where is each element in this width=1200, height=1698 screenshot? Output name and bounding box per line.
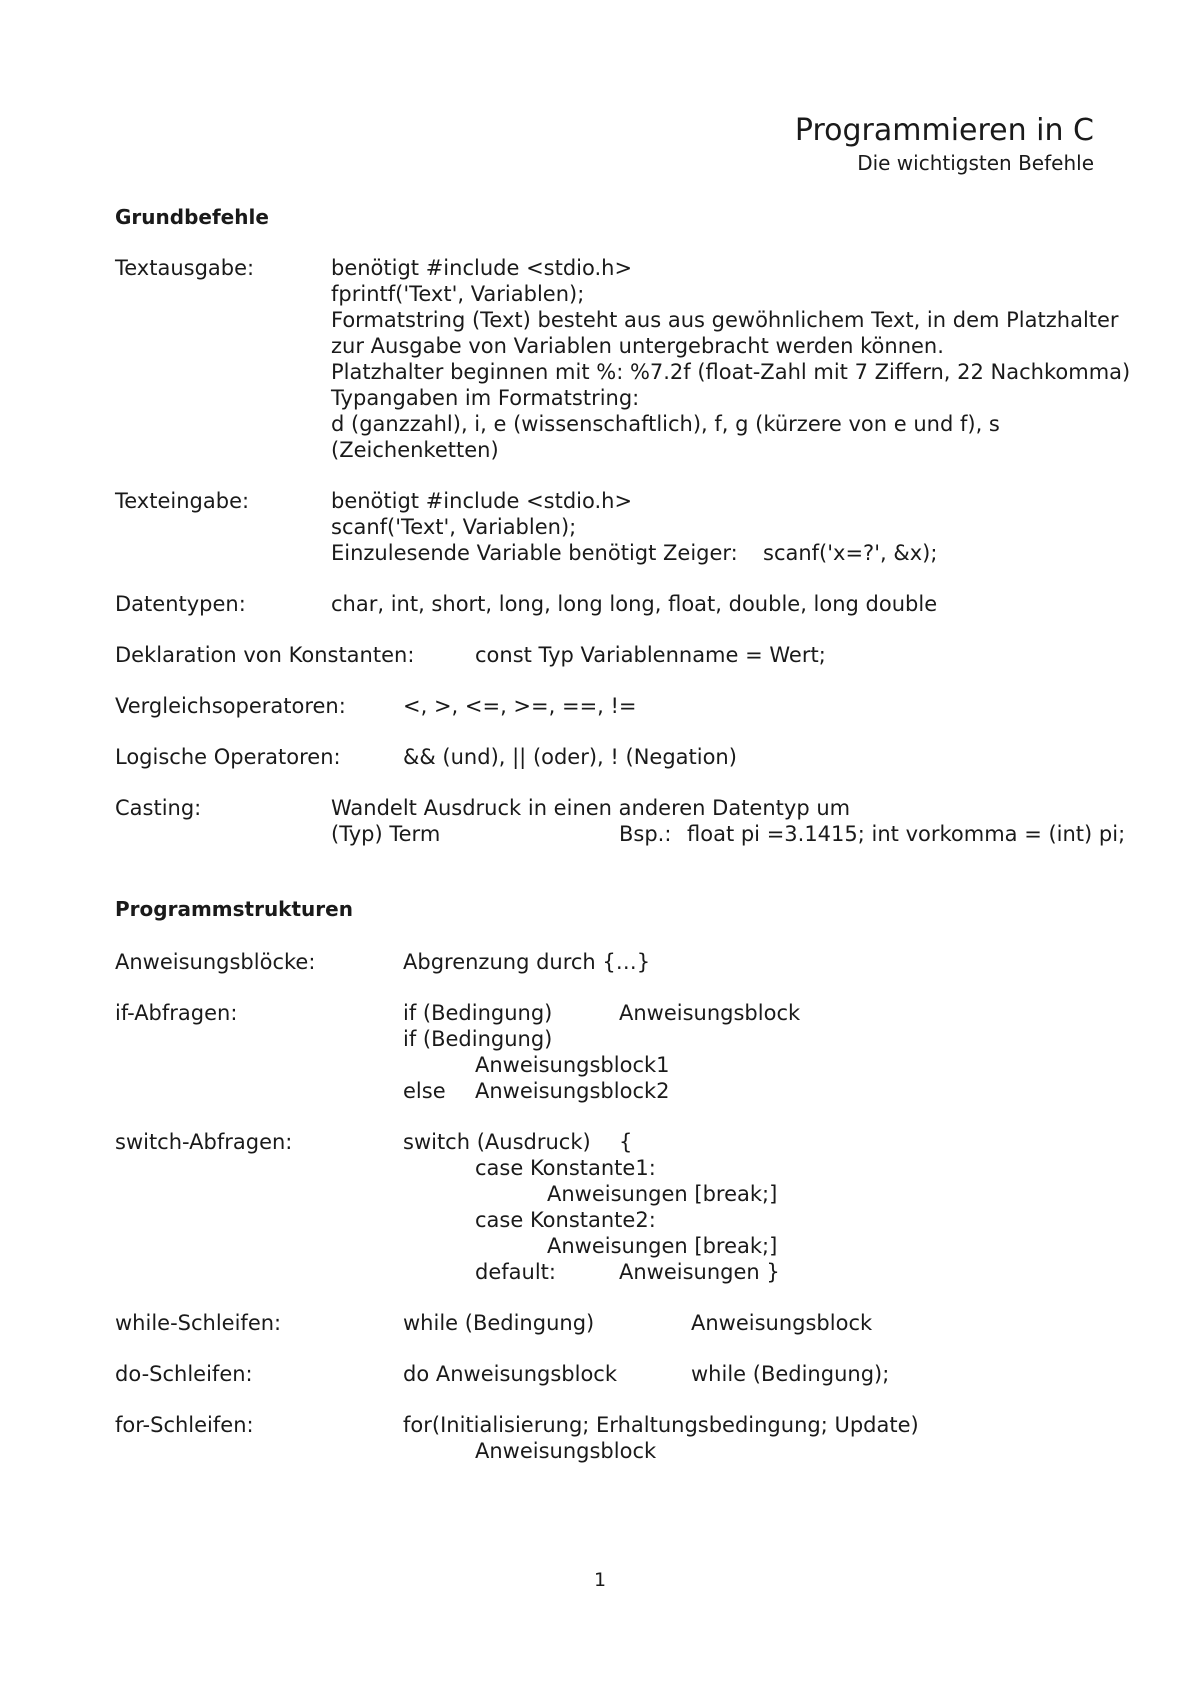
section-heading-grundbefehle: Grundbefehle (115, 205, 269, 229)
section-heading-programmstrukturen: Programmstrukturen (115, 897, 353, 921)
switch-line: case Konstante1: (475, 1156, 656, 1180)
do-value: do Anweisungsblock (403, 1362, 618, 1386)
label-texteingabe: Texteingabe: (115, 489, 250, 513)
for-line: for(Initialisierung; Erhaltungsbedingung; Update) (403, 1413, 919, 1437)
label-anweisungsbloecke: Anweisungsblöcke: (115, 950, 316, 974)
label-for-schleifen: for-Schleifen: (115, 1413, 254, 1437)
textausgabe-line: zur Ausgabe von Variablen untergebracht werden können. (331, 334, 944, 358)
casting-line: Wandelt Ausdruck in einen anderen Datentyp um (331, 796, 851, 820)
if-line: if (Bedingung) (403, 1027, 553, 1051)
texteingabe-example: scanf('x=?', &x); (763, 541, 938, 565)
page-subtitle: Die wichtigsten Befehle (857, 151, 1094, 175)
label-casting: Casting: (115, 796, 202, 820)
switch-line: Anweisungen [break;] (547, 1234, 778, 1258)
casting-line: (Typ) Term (331, 822, 441, 846)
do-value: while (Bedingung); (691, 1362, 890, 1386)
logische-operatoren-value: && (und), || (oder), ! (Negation) (403, 745, 737, 769)
textausgabe-line: d (ganzzahl), i, e (wissenschaftlich), f, g (kürzere von e und f), s (331, 412, 1000, 436)
label-datentypen: Datentypen: (115, 592, 246, 616)
if-line: Anweisungsblock1 (475, 1053, 670, 1077)
if-line: Anweisungsblock2 (475, 1079, 670, 1103)
page-title: Programmieren in C (794, 113, 1094, 148)
konstanten-value: const Typ Variablenname = Wert; (475, 643, 826, 667)
while-value: while (Bedingung) (403, 1311, 595, 1335)
textausgabe-line: benötigt #include <stdio.h> (331, 256, 633, 280)
textausgabe-line: (Zeichenketten) (331, 438, 499, 462)
label-do-schleifen: do-Schleifen: (115, 1362, 253, 1386)
while-value: Anweisungsblock (691, 1311, 873, 1335)
anweisungsbloecke-value: Abgrenzung durch {…} (403, 950, 651, 974)
textausgabe-line: Typangaben im Formatstring: (331, 386, 640, 410)
texteingabe-line: benötigt #include <stdio.h> (331, 489, 633, 513)
switch-line: switch (Ausdruck) (403, 1130, 591, 1154)
label-if-abfragen: if-Abfragen: (115, 1001, 238, 1025)
label-konstanten: Deklaration von Konstanten: (115, 643, 415, 667)
casting-example: float pi =3.1415; int vorkomma = (int) pi; (687, 822, 1126, 846)
if-line: Anweisungsblock (619, 1001, 801, 1025)
textausgabe-line: Platzhalter beginnen mit %: %7.2f (float-Zahl mit 7 Ziffern, 22 Nachkomma) (331, 360, 1131, 384)
casting-example-label: Bsp.: (619, 822, 672, 846)
switch-line: Anweisungen } (619, 1260, 780, 1284)
textausgabe-line: fprintf('Text', Variablen); (331, 282, 585, 306)
switch-line: default: (475, 1260, 556, 1284)
switch-line: Anweisungen [break;] (547, 1182, 778, 1206)
texteingabe-line: Einzulesende Variable benötigt Zeiger: (331, 541, 738, 565)
switch-line: { (619, 1130, 633, 1154)
datentypen-value: char, int, short, long, long long, float, double, long double (331, 592, 938, 616)
label-textausgabe: Textausgabe: (115, 256, 255, 280)
switch-line: case Konstante2: (475, 1208, 656, 1232)
if-line: else (403, 1079, 446, 1103)
page-number: 1 (593, 1569, 607, 1591)
label-vergleichsoperatoren: Vergleichsoperatoren: (115, 694, 346, 718)
label-while-schleifen: while-Schleifen: (115, 1311, 282, 1335)
if-line: if (Bedingung) (403, 1001, 553, 1025)
label-logische-operatoren: Logische Operatoren: (115, 745, 341, 769)
label-switch-abfragen: switch-Abfragen: (115, 1130, 293, 1154)
texteingabe-line: scanf('Text', Variablen); (331, 515, 577, 539)
textausgabe-line: Formatstring (Text) besteht aus aus gewöhnlichem Text, in dem Platzhalter (331, 308, 1119, 332)
for-line: Anweisungsblock (475, 1439, 657, 1463)
vergleichsoperatoren-value: <, >, <=, >=, ==, != (403, 694, 637, 718)
